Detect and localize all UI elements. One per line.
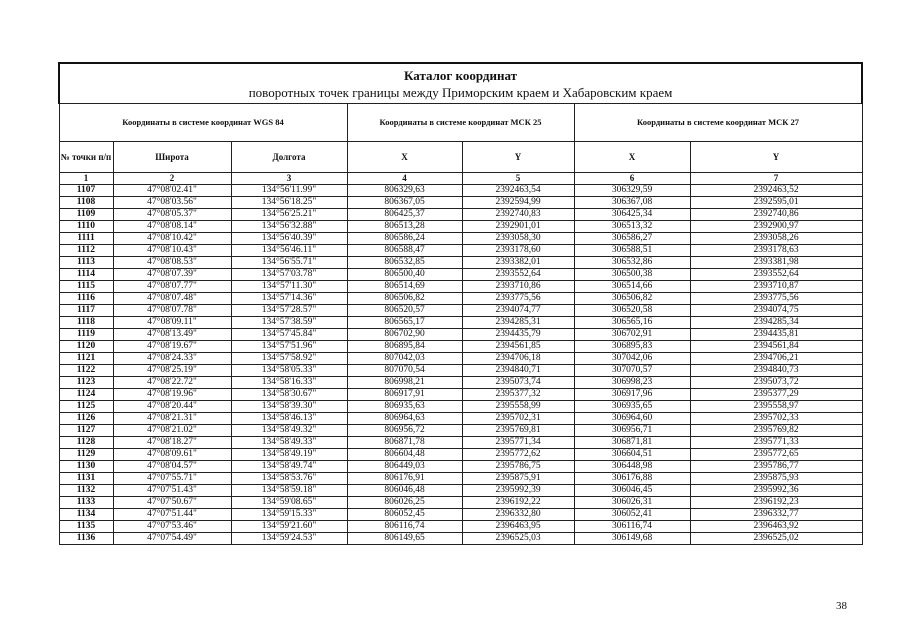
table-row — [59, 209, 862, 221]
latitude-cell: 47°08'07.39" — [113, 269, 231, 281]
msk27-y-cell: 2393178,63 — [690, 245, 862, 257]
msk27-y-cell: 2394840,73 — [690, 365, 862, 377]
msk27-y-cell: 2392595,01 — [690, 197, 862, 209]
msk25-y-cell: 2393775,56 — [462, 293, 574, 305]
header-point-label: № точки п/п — [60, 151, 112, 162]
msk27-x-cell: 306514,66 — [574, 281, 690, 293]
msk27-x-cell: 306586,27 — [574, 233, 690, 245]
point-number-cell: 1135 — [59, 521, 113, 533]
msk25-x-cell: 806871,78 — [347, 437, 462, 449]
table-row — [59, 341, 862, 353]
msk25-y-cell: 2392901,01 — [462, 221, 574, 233]
group-wgs84: Координаты в системе координат WGS 84 — [59, 104, 347, 142]
msk27-x-cell: 306520,58 — [574, 305, 690, 317]
msk27-y-cell: 2393710,87 — [690, 281, 862, 293]
point-number-cell: 1111 — [59, 233, 113, 245]
latitude-cell: 47°08'10.43" — [113, 245, 231, 257]
table-row — [59, 365, 862, 377]
table-row — [59, 221, 862, 233]
msk25-x-cell: 806425,37 — [347, 209, 462, 221]
msk27-y-cell: 2395992,36 — [690, 485, 862, 497]
longitude-cell: 134°59'15.33" — [231, 509, 347, 521]
msk27-x-cell: 306329,59 — [574, 185, 690, 197]
coordinate-catalog-table — [58, 62, 863, 545]
latitude-cell: 47°08'07.77" — [113, 281, 231, 293]
msk27-y-cell: 2394435,81 — [690, 329, 862, 341]
longitude-cell: 134°56'11.99" — [231, 185, 347, 197]
msk25-y-cell: 2394285,31 — [462, 317, 574, 329]
longitude-cell: 134°56'55.71" — [231, 257, 347, 269]
table-row — [59, 425, 862, 437]
longitude-cell: 134°59'08.65" — [231, 497, 347, 509]
msk27-x-cell: 306149,68 — [574, 533, 690, 545]
point-number-cell: 1133 — [59, 497, 113, 509]
table-row — [59, 533, 862, 545]
table-title — [59, 63, 862, 104]
latitude-cell: 47°08'25.19" — [113, 365, 231, 377]
header-lon: Долгота — [231, 142, 347, 173]
table-row — [59, 377, 862, 389]
latitude-cell: 47°08'22.72" — [113, 377, 231, 389]
msk27-y-cell: 2395771,33 — [690, 437, 862, 449]
msk25-y-cell: 2393552,64 — [462, 269, 574, 281]
msk27-x-cell: 306895,83 — [574, 341, 690, 353]
msk25-y-cell: 2392463,54 — [462, 185, 574, 197]
latitude-cell: 47°07'55.71" — [113, 473, 231, 485]
msk25-y-cell: 2394840,71 — [462, 365, 574, 377]
msk27-x-cell: 306448,98 — [574, 461, 690, 473]
msk25-x-cell: 806604,48 — [347, 449, 462, 461]
table-row — [59, 233, 862, 245]
point-number-cell: 1119 — [59, 329, 113, 341]
longitude-cell: 134°56'40.39" — [231, 233, 347, 245]
msk25-x-cell: 806046,48 — [347, 485, 462, 497]
msk27-x-cell: 306935,65 — [574, 401, 690, 413]
latitude-cell: 47°07'53.46" — [113, 521, 231, 533]
msk27-x-cell: 306425,34 — [574, 209, 690, 221]
msk27-y-cell: 2393058,26 — [690, 233, 862, 245]
table-row — [59, 389, 862, 401]
point-number-cell: 1108 — [59, 197, 113, 209]
longitude-cell: 134°56'25.21" — [231, 209, 347, 221]
point-number-cell: 1136 — [59, 533, 113, 545]
longitude-cell: 134°58'49.33" — [231, 437, 347, 449]
msk27-x-cell: 306500,38 — [574, 269, 690, 281]
msk25-y-cell: 2396463,95 — [462, 521, 574, 533]
table-row — [59, 461, 862, 473]
msk25-x-cell: 806565,17 — [347, 317, 462, 329]
msk27-y-cell: 2393775,56 — [690, 293, 862, 305]
point-number-cell: 1109 — [59, 209, 113, 221]
msk27-x-cell: 306513,32 — [574, 221, 690, 233]
msk25-x-cell: 806500,40 — [347, 269, 462, 281]
header-lat: Широта — [113, 142, 231, 173]
msk25-x-cell: 806964,63 — [347, 413, 462, 425]
latitude-cell: 47°08'03.56" — [113, 197, 231, 209]
msk27-x-cell: 306964,60 — [574, 413, 690, 425]
latitude-cell: 47°08'07.48" — [113, 293, 231, 305]
msk27-x-cell: 306956,71 — [574, 425, 690, 437]
point-number-cell: 1134 — [59, 509, 113, 521]
msk25-x-cell: 806052,45 — [347, 509, 462, 521]
header-y25: Y — [462, 142, 574, 173]
latitude-cell: 47°08'21.02" — [113, 425, 231, 437]
table-row — [59, 497, 862, 509]
longitude-cell: 134°58'49.74" — [231, 461, 347, 473]
msk27-x-cell: 306052,41 — [574, 509, 690, 521]
longitude-cell: 134°57'51.96" — [231, 341, 347, 353]
point-number-cell: 1128 — [59, 437, 113, 449]
msk27-y-cell: 2394285,34 — [690, 317, 862, 329]
msk25-y-cell: 2393710,86 — [462, 281, 574, 293]
table-row — [59, 245, 862, 257]
longitude-cell: 134°57'58.92" — [231, 353, 347, 365]
latitude-cell: 47°08'24.33" — [113, 353, 231, 365]
msk27-y-cell: 2395772,65 — [690, 449, 862, 461]
msk25-x-cell: 806532,85 — [347, 257, 462, 269]
msk25-y-cell: 2395073,74 — [462, 377, 574, 389]
msk25-x-cell: 806367,05 — [347, 197, 462, 209]
point-number-cell: 1113 — [59, 257, 113, 269]
msk27-y-cell: 2395377,29 — [690, 389, 862, 401]
table-row — [59, 293, 862, 305]
point-number-cell: 1130 — [59, 461, 113, 473]
msk27-x-cell: 307042,06 — [574, 353, 690, 365]
msk25-x-cell: 806588,47 — [347, 245, 462, 257]
latitude-cell: 47°08'08.53" — [113, 257, 231, 269]
table-row — [59, 281, 862, 293]
table-row — [59, 437, 862, 449]
msk25-y-cell: 2394435,79 — [462, 329, 574, 341]
longitude-cell: 134°57'28.57" — [231, 305, 347, 317]
point-number-cell: 1110 — [59, 221, 113, 233]
point-number-cell: 1123 — [59, 377, 113, 389]
msk25-x-cell: 806449,03 — [347, 461, 462, 473]
title-sub: поворотных точек границы между Приморским краем и Хабаровским краем — [248, 84, 673, 100]
table-row — [59, 473, 862, 485]
col-number: 7 — [690, 173, 862, 185]
table-row — [59, 449, 862, 461]
longitude-cell: 134°58'05.33" — [231, 365, 347, 377]
header-x25: X — [347, 142, 462, 173]
msk25-y-cell: 2394561,85 — [462, 341, 574, 353]
msk25-y-cell: 2396332,80 — [462, 509, 574, 521]
msk27-y-cell: 2395786,77 — [690, 461, 862, 473]
msk25-y-cell: 2394706,18 — [462, 353, 574, 365]
longitude-cell: 134°58'49.19" — [231, 449, 347, 461]
latitude-cell: 47°07'51.44" — [113, 509, 231, 521]
msk25-y-cell: 2393178,60 — [462, 245, 574, 257]
msk27-x-cell: 306116,74 — [574, 521, 690, 533]
point-number-cell: 1131 — [59, 473, 113, 485]
msk27-y-cell: 2395073,72 — [690, 377, 862, 389]
msk27-y-cell: 2395702,33 — [690, 413, 862, 425]
latitude-cell: 47°08'20.44" — [113, 401, 231, 413]
msk25-x-cell: 806935,63 — [347, 401, 462, 413]
title-main: Каталог координат — [404, 67, 518, 83]
page-number: 38 — [836, 600, 847, 612]
title-row — [59, 63, 862, 104]
msk25-y-cell: 2394074,77 — [462, 305, 574, 317]
point-number-cell: 1120 — [59, 341, 113, 353]
latitude-cell: 47°08'04.57" — [113, 461, 231, 473]
msk25-x-cell: 806956,72 — [347, 425, 462, 437]
msk27-y-cell: 2393381,98 — [690, 257, 862, 269]
msk27-y-cell: 2396332,77 — [690, 509, 862, 521]
column-number-row — [59, 173, 862, 185]
latitude-cell: 47°08'09.61" — [113, 449, 231, 461]
group-msk27: Координаты в системе координат МСК 27 — [574, 104, 862, 142]
latitude-cell: 47°08'19.96" — [113, 389, 231, 401]
msk25-y-cell: 2395771,34 — [462, 437, 574, 449]
col-number: 1 — [59, 173, 113, 185]
latitude-cell: 47°08'10.42" — [113, 233, 231, 245]
header-point — [59, 142, 113, 173]
longitude-cell: 134°58'59.18" — [231, 485, 347, 497]
msk25-y-cell: 2395377,32 — [462, 389, 574, 401]
col-number: 2 — [113, 173, 231, 185]
table-row — [59, 485, 862, 497]
msk27-y-cell: 2396525,02 — [690, 533, 862, 545]
latitude-cell: 47°08'13.49" — [113, 329, 231, 341]
longitude-cell: 134°59'21.60" — [231, 521, 347, 533]
msk25-x-cell: 806998,21 — [347, 377, 462, 389]
msk25-x-cell: 806116,74 — [347, 521, 462, 533]
msk25-x-cell: 807070,54 — [347, 365, 462, 377]
longitude-cell: 134°57'45.84" — [231, 329, 347, 341]
msk27-x-cell: 306871,81 — [574, 437, 690, 449]
msk25-x-cell: 806586,24 — [347, 233, 462, 245]
col-number: 5 — [462, 173, 574, 185]
msk25-y-cell: 2392594,99 — [462, 197, 574, 209]
msk27-y-cell: 2393552,64 — [690, 269, 862, 281]
longitude-cell: 134°56'46.11" — [231, 245, 347, 257]
longitude-cell: 134°58'46.13" — [231, 413, 347, 425]
latitude-cell: 47°08'19.67" — [113, 341, 231, 353]
msk27-x-cell: 307070,57 — [574, 365, 690, 377]
table-row — [59, 353, 862, 365]
msk25-y-cell: 2395875,91 — [462, 473, 574, 485]
table-row — [59, 329, 862, 341]
table-row — [59, 317, 862, 329]
msk25-y-cell: 2395702,31 — [462, 413, 574, 425]
col-number: 3 — [231, 173, 347, 185]
table-row — [59, 521, 862, 533]
table-row — [59, 509, 862, 521]
msk27-y-cell: 2392740,86 — [690, 209, 862, 221]
point-number-cell: 1129 — [59, 449, 113, 461]
msk27-x-cell: 306604,51 — [574, 449, 690, 461]
msk27-x-cell: 306046,45 — [574, 485, 690, 497]
point-number-cell: 1122 — [59, 365, 113, 377]
msk27-x-cell: 306176,88 — [574, 473, 690, 485]
msk25-x-cell: 806895,84 — [347, 341, 462, 353]
msk25-x-cell: 807042,03 — [347, 353, 462, 365]
table-row — [59, 257, 862, 269]
latitude-cell: 47°08'02.41" — [113, 185, 231, 197]
msk27-x-cell: 306998,23 — [574, 377, 690, 389]
msk25-y-cell: 2392740,83 — [462, 209, 574, 221]
msk27-x-cell: 306506,82 — [574, 293, 690, 305]
point-number-cell: 1126 — [59, 413, 113, 425]
msk25-y-cell: 2396192,22 — [462, 497, 574, 509]
msk25-x-cell: 806514,69 — [347, 281, 462, 293]
msk25-x-cell: 806513,28 — [347, 221, 462, 233]
msk27-x-cell: 306532,86 — [574, 257, 690, 269]
longitude-cell: 134°58'53.76" — [231, 473, 347, 485]
msk25-y-cell: 2396525,03 — [462, 533, 574, 545]
msk25-x-cell: 806329,63 — [347, 185, 462, 197]
point-number-cell: 1107 — [59, 185, 113, 197]
msk27-x-cell: 306917,96 — [574, 389, 690, 401]
table-row — [59, 197, 862, 209]
point-number-cell: 1115 — [59, 281, 113, 293]
msk25-y-cell: 2393382,01 — [462, 257, 574, 269]
msk25-y-cell: 2395786,75 — [462, 461, 574, 473]
point-number-cell: 1132 — [59, 485, 113, 497]
msk25-x-cell: 806702,90 — [347, 329, 462, 341]
msk27-x-cell: 306702,91 — [574, 329, 690, 341]
msk27-x-cell: 306367,08 — [574, 197, 690, 209]
latitude-cell: 47°07'50.67" — [113, 497, 231, 509]
table-row — [59, 269, 862, 281]
header-y27: Y — [690, 142, 862, 173]
latitude-cell: 47°08'08.14" — [113, 221, 231, 233]
msk25-y-cell: 2395558,99 — [462, 401, 574, 413]
msk25-x-cell: 806176,91 — [347, 473, 462, 485]
point-number-cell: 1116 — [59, 293, 113, 305]
msk27-y-cell: 2394561,84 — [690, 341, 862, 353]
msk27-y-cell: 2395769,82 — [690, 425, 862, 437]
longitude-cell: 134°59'24.53" — [231, 533, 347, 545]
msk27-y-cell: 2395875,93 — [690, 473, 862, 485]
point-number-cell: 1118 — [59, 317, 113, 329]
msk25-x-cell: 806026,25 — [347, 497, 462, 509]
point-number-cell: 1117 — [59, 305, 113, 317]
table-row — [59, 185, 862, 197]
msk27-y-cell: 2392900,97 — [690, 221, 862, 233]
col-number: 4 — [347, 173, 462, 185]
latitude-cell: 47°07'51.43" — [113, 485, 231, 497]
table-row — [59, 305, 862, 317]
longitude-cell: 134°56'18.25" — [231, 197, 347, 209]
col-number: 6 — [574, 173, 690, 185]
latitude-cell: 47°07'54.49" — [113, 533, 231, 545]
msk27-y-cell: 2392463,52 — [690, 185, 862, 197]
latitude-cell: 47°08'05.37" — [113, 209, 231, 221]
msk27-y-cell: 2396463,92 — [690, 521, 862, 533]
longitude-cell: 134°58'39.30" — [231, 401, 347, 413]
longitude-cell: 134°56'32.88" — [231, 221, 347, 233]
latitude-cell: 47°08'18.27" — [113, 437, 231, 449]
msk27-y-cell: 2394706,21 — [690, 353, 862, 365]
longitude-cell: 134°57'38.59" — [231, 317, 347, 329]
longitude-cell: 134°57'03.78" — [231, 269, 347, 281]
msk27-x-cell: 306565,16 — [574, 317, 690, 329]
longitude-cell: 134°57'14.36" — [231, 293, 347, 305]
point-number-cell: 1114 — [59, 269, 113, 281]
table-row — [59, 413, 862, 425]
msk25-x-cell: 806917,91 — [347, 389, 462, 401]
msk27-y-cell: 2395558,97 — [690, 401, 862, 413]
msk25-y-cell: 2393058,30 — [462, 233, 574, 245]
point-number-cell: 1121 — [59, 353, 113, 365]
msk27-y-cell: 2396192,23 — [690, 497, 862, 509]
msk25-x-cell: 806520,57 — [347, 305, 462, 317]
msk27-x-cell: 306588,51 — [574, 245, 690, 257]
msk27-x-cell: 306026,31 — [574, 497, 690, 509]
latitude-cell: 47°08'21.31" — [113, 413, 231, 425]
msk25-y-cell: 2395772,62 — [462, 449, 574, 461]
longitude-cell: 134°58'49.32" — [231, 425, 347, 437]
longitude-cell: 134°57'11.30" — [231, 281, 347, 293]
msk25-x-cell: 806506,82 — [347, 293, 462, 305]
point-number-cell: 1127 — [59, 425, 113, 437]
latitude-cell: 47°08'09.11" — [113, 317, 231, 329]
msk25-x-cell: 806149,65 — [347, 533, 462, 545]
point-number-cell: 1124 — [59, 389, 113, 401]
header-x27: X — [574, 142, 690, 173]
group-msk25: Координаты в системе координат МСК 25 — [347, 104, 574, 142]
msk25-y-cell: 2395769,81 — [462, 425, 574, 437]
group-header-row — [59, 104, 862, 142]
longitude-cell: 134°58'16.33" — [231, 377, 347, 389]
longitude-cell: 134°58'30.67" — [231, 389, 347, 401]
point-number-cell: 1125 — [59, 401, 113, 413]
point-number-cell: 1112 — [59, 245, 113, 257]
latitude-cell: 47°08'07.78" — [113, 305, 231, 317]
msk25-y-cell: 2395992,39 — [462, 485, 574, 497]
msk27-y-cell: 2394074,75 — [690, 305, 862, 317]
column-header-row — [59, 142, 862, 173]
table-row — [59, 401, 862, 413]
